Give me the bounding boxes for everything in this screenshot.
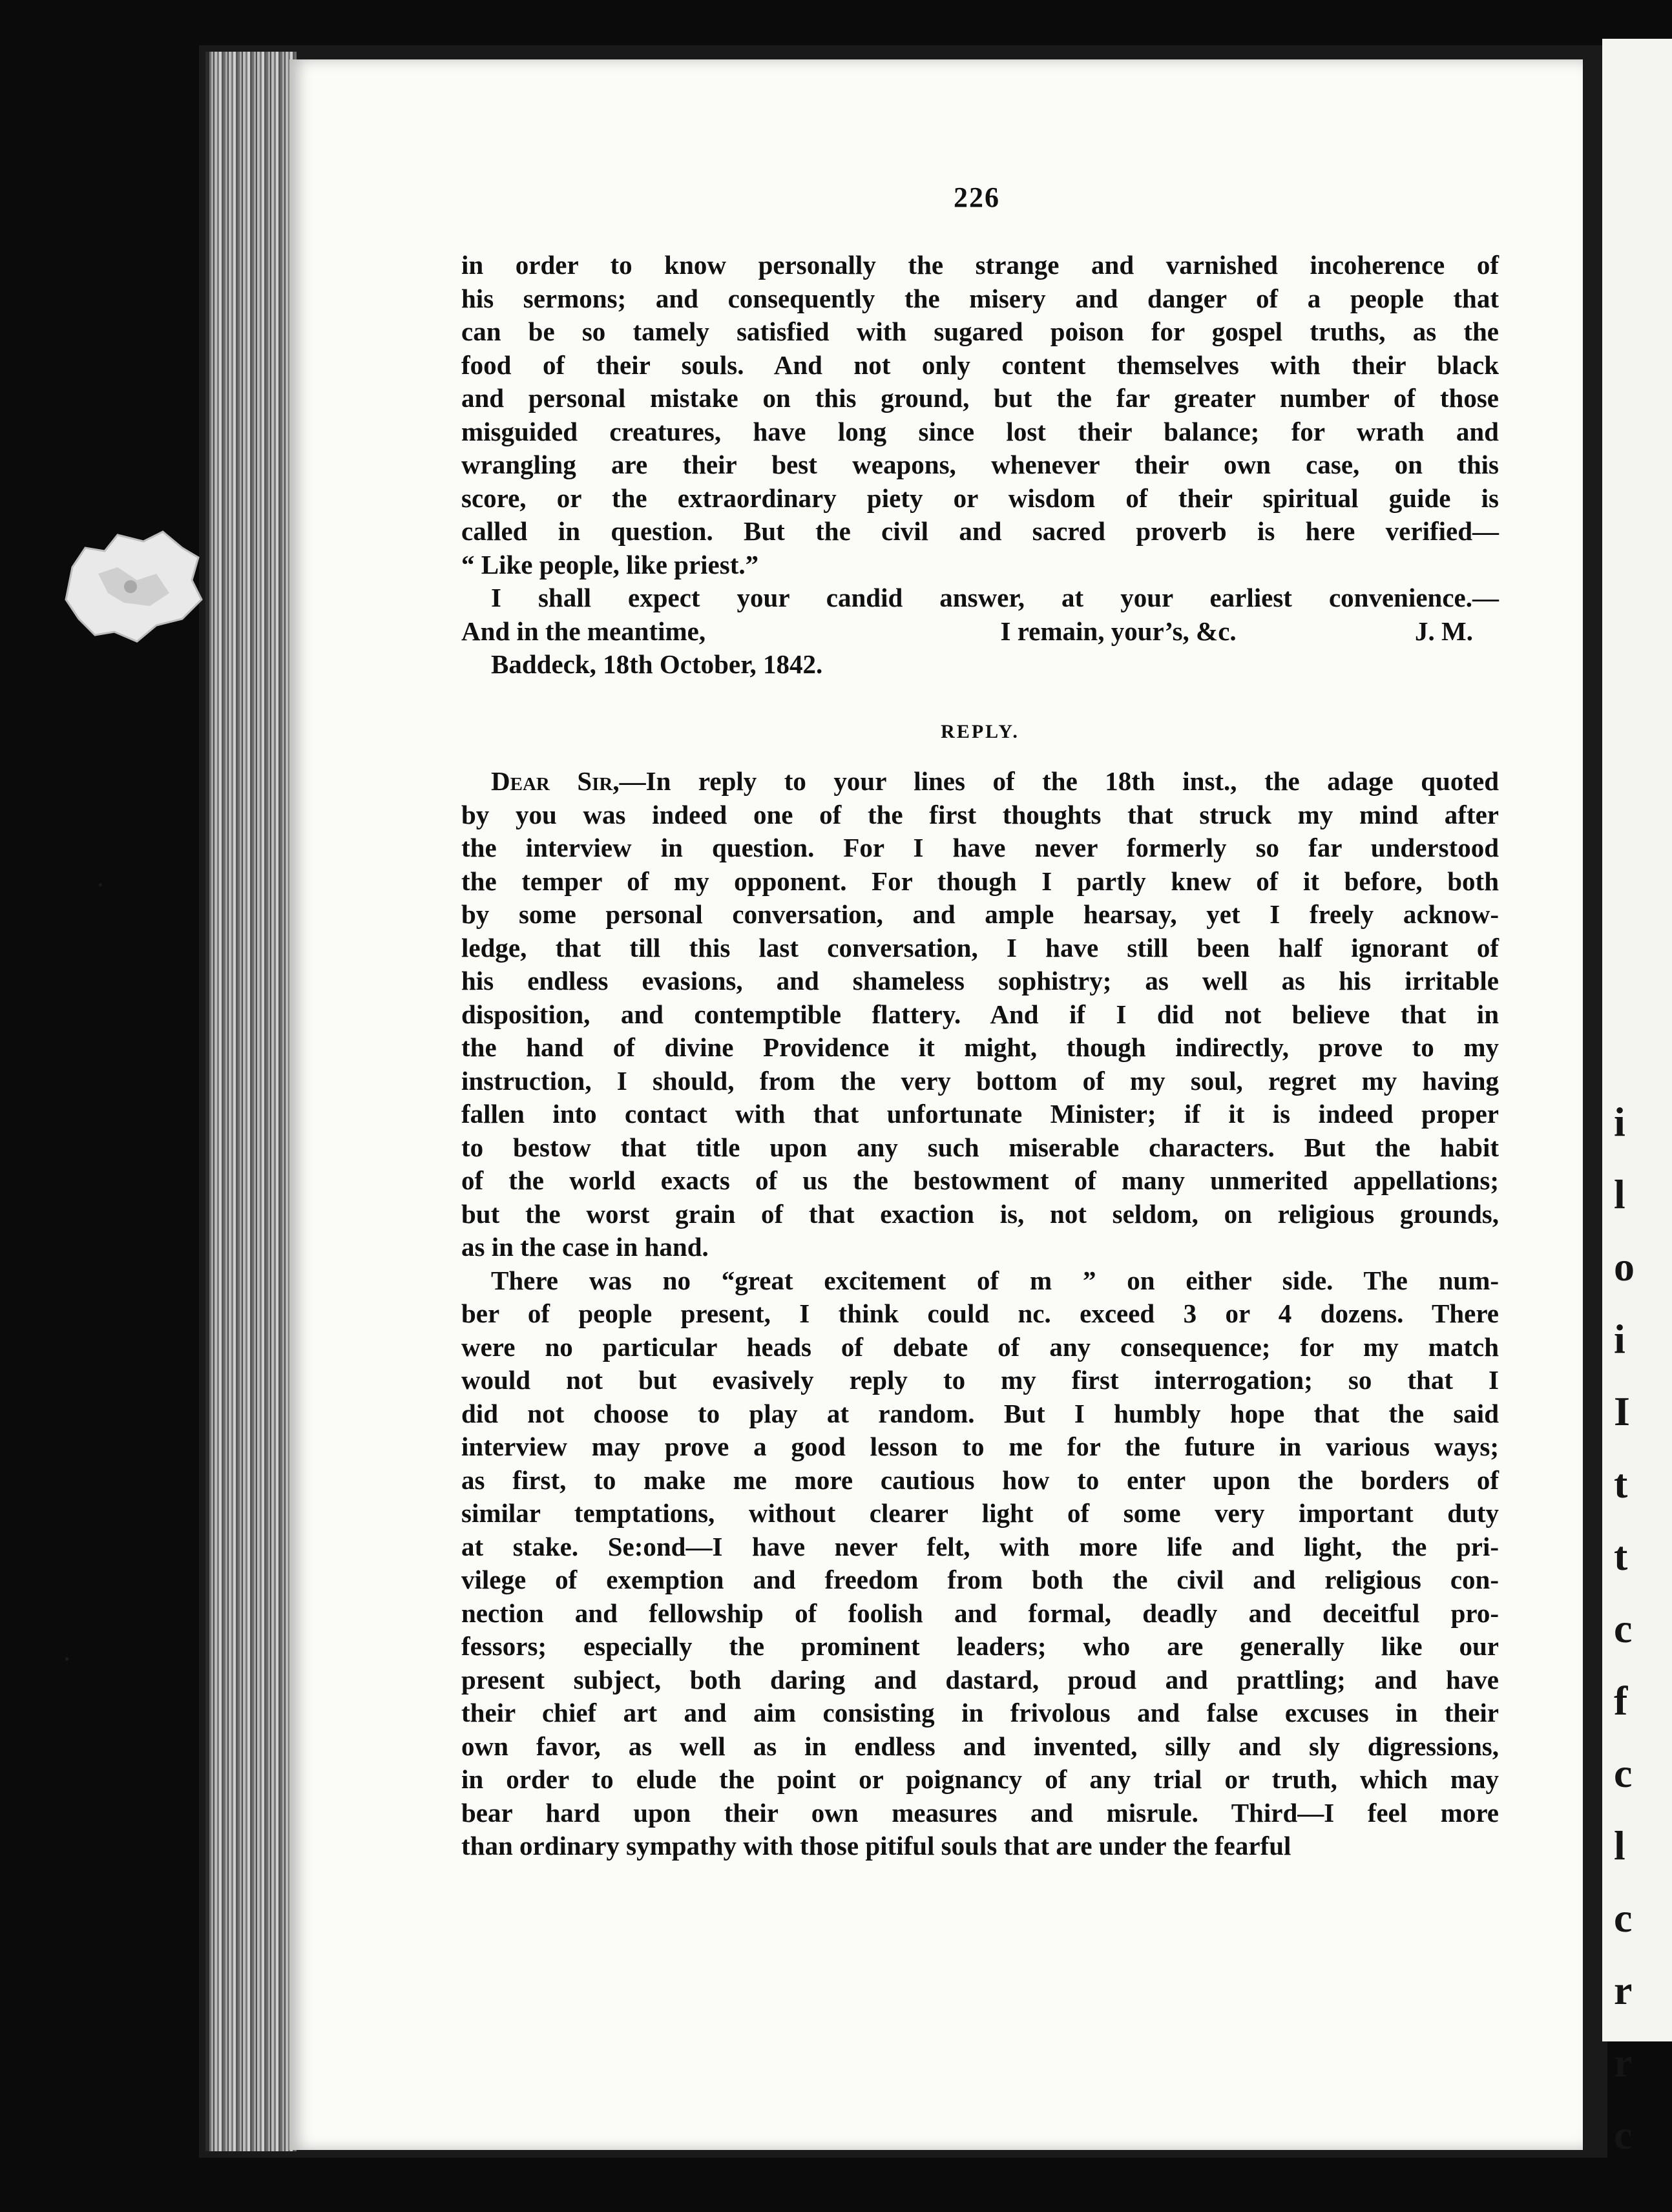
reply-line: the interview in question. For I have never formerly so far understood [461, 833, 1499, 862]
reply-line: in order to elude the point or poignancy of any trial or truth, which may [461, 1764, 1499, 1794]
signature-left: And in the meantime, [461, 616, 706, 646]
reply-line: would not but evasively reply to my first interrogation; so that I [461, 1365, 1499, 1395]
reply-line: ber of people present, I think could nc. exceed 3 or 4 dozens. There [461, 1299, 1499, 1328]
reply-line: his endless evasions, and shameless sophistry; as well as his irritable [461, 966, 1499, 996]
adjacent-page-letter: c [1614, 1605, 1633, 1651]
reply-line: did not choose to play at random. But I humbly hope that the said [461, 1398, 1499, 1428]
adjacent-page-letter: l [1614, 1822, 1625, 1868]
paper-fleck-image [59, 522, 208, 645]
reply-line: as first, to make me more cautious how to enter upon the borders of [461, 1465, 1499, 1495]
reply-paragraph-2 [461, 1264, 1499, 1863]
adjacent-page-letter: c [1614, 1750, 1633, 1796]
adjacent-page-letter: o [1614, 1244, 1635, 1289]
reply-line: similar temptations, without clearer light of some very important duty [461, 1498, 1499, 1528]
adjacent-page-letter: c [1614, 2112, 1633, 2158]
reply-line: by some personal conversation, and ample hearsay, yet I freely acknow- [461, 899, 1499, 929]
reply-heading: REPLY. [941, 720, 1019, 742]
reply-paragraph-1 [461, 765, 1499, 1264]
reply-line: to bestow that title upon any such miserable characters. But the habit [461, 1132, 1499, 1162]
adjacent-page-letter: I [1614, 1388, 1630, 1434]
signature-initials: J. M. [1415, 616, 1473, 646]
reply-line: of the world exacts of us the bestowment of many unmerited appellations; [461, 1165, 1499, 1195]
page-text [461, 181, 1499, 1863]
adjacent-page-letter: f [1614, 1678, 1628, 1724]
reply-line: disposition, and contemptible flattery. And if I did not believe that in [461, 999, 1499, 1029]
letter-line: and personal mistake on this ground, but the far greater number of those [461, 383, 1499, 413]
adjacent-page-letter: l [1614, 1171, 1625, 1217]
reply-line: but the worst grain of that exaction is, not seldom, on religious grounds, [461, 1198, 1499, 1229]
reply-line: present subject, both daring and dastard, proud and prattling; and have [461, 1664, 1499, 1695]
reply-line: fessors; especially the prominent leaders; who are generally like our [461, 1631, 1499, 1661]
letter-body [461, 249, 1499, 581]
adjacent-page-strip [1602, 39, 1672, 2158]
letter-line: score, or the extraordinary piety or wisdom of their spiritual guide is [461, 483, 1499, 513]
dateline: Baddeck, 18th October, 1842. [491, 649, 823, 679]
adjacent-page-letter: t [1614, 1461, 1628, 1507]
reply-salutation: Dear Sir, [491, 766, 620, 796]
adjacent-page-letter: r [1614, 1967, 1633, 2013]
adjacent-page-letter: r [1614, 2040, 1633, 2085]
reply-line: instruction, I should, from the very bottom of my soul, regret my having [461, 1065, 1499, 1096]
letter-line: in order to know personally the strange and varnished incoherence of [461, 250, 1499, 280]
reply-line: than ordinary sympathy with those pitiful souls that are under the fearful [461, 1831, 1291, 1861]
reply-line: as in the case in hand. [461, 1232, 709, 1262]
reply-line: interview may prove a good lesson to me for the future in various ways; [461, 1432, 1499, 1461]
letter-line: wrangling are their best weapons, whenever their own case, on this [461, 450, 1499, 479]
letter-line: “ Like people, like priest.” [461, 549, 759, 579]
reply-line: vilege of exemption and freedom from both the civil and religious con- [461, 1565, 1499, 1594]
reply-line: fallen into contact with that unfortunate Minister; if it is indeed proper [461, 1099, 1499, 1129]
reply-line: the hand of divine Providence it might, though indirectly, prove to my [461, 1032, 1499, 1062]
page-number: 226 [954, 182, 1000, 213]
adjacent-page-letter: i [1614, 1316, 1625, 1362]
page-edges [205, 52, 297, 2151]
letter-line: misguided creatures, have long since lost their balance; for wrath and [461, 416, 1499, 446]
adjacent-page-letter: t [1614, 1533, 1628, 1579]
adjacent-page-letter: c [1614, 1895, 1633, 1941]
adjacent-page-letter: i [1614, 1099, 1625, 1145]
reply-line: nection and fellowship of foolish and formal, deadly and deceitful pro- [461, 1598, 1499, 1628]
reply-line: the temper of my opponent. For though I partly knew of it before, both [461, 866, 1499, 896]
letter-line: called in question. But the civil and sacred proverb is here verified— [461, 516, 1499, 546]
letter-line: food of their souls. And not only content themselves with their black [461, 350, 1499, 380]
letter-line: his sermons; and consequently the misery and danger of a people that [461, 283, 1499, 313]
reply-line: at stake. Se:ond—I have never felt, with more life and light, the pri- [461, 1531, 1499, 1561]
signature-line [461, 615, 1499, 649]
reply-line: There was no “great excitement of m ” on either side. The num- [491, 1265, 1499, 1295]
reply-line: bear hard upon their own measures and misrule. Third—I feel more [461, 1797, 1499, 1828]
reply-line: own favor, as well as in endless and invented, silly and sly digressions, [461, 1731, 1499, 1761]
signature-middle: I remain, your’s, &c. [1000, 616, 1237, 646]
closing-line: I shall expect your candid answer, at your earliest convenience.— [491, 583, 1499, 612]
letter-line: can be so tamely satisfied with sugared poison for gospel truths, as the [461, 317, 1499, 346]
reply-line: were no particular heads of debate of any consequence; for my match [461, 1331, 1499, 1362]
reply-line: ledge, that till this last conversation, I have still been half ignorant of [461, 932, 1499, 963]
reply-line: their chief art and aim consisting in frivolous and false excuses in their [461, 1698, 1499, 1727]
reply-line: by you was indeed one of the first thoughts that struck my mind after [461, 799, 1499, 830]
reply-line: Dear Sir,—In reply to your lines of the 18th inst., the adage quoted [491, 766, 1500, 796]
